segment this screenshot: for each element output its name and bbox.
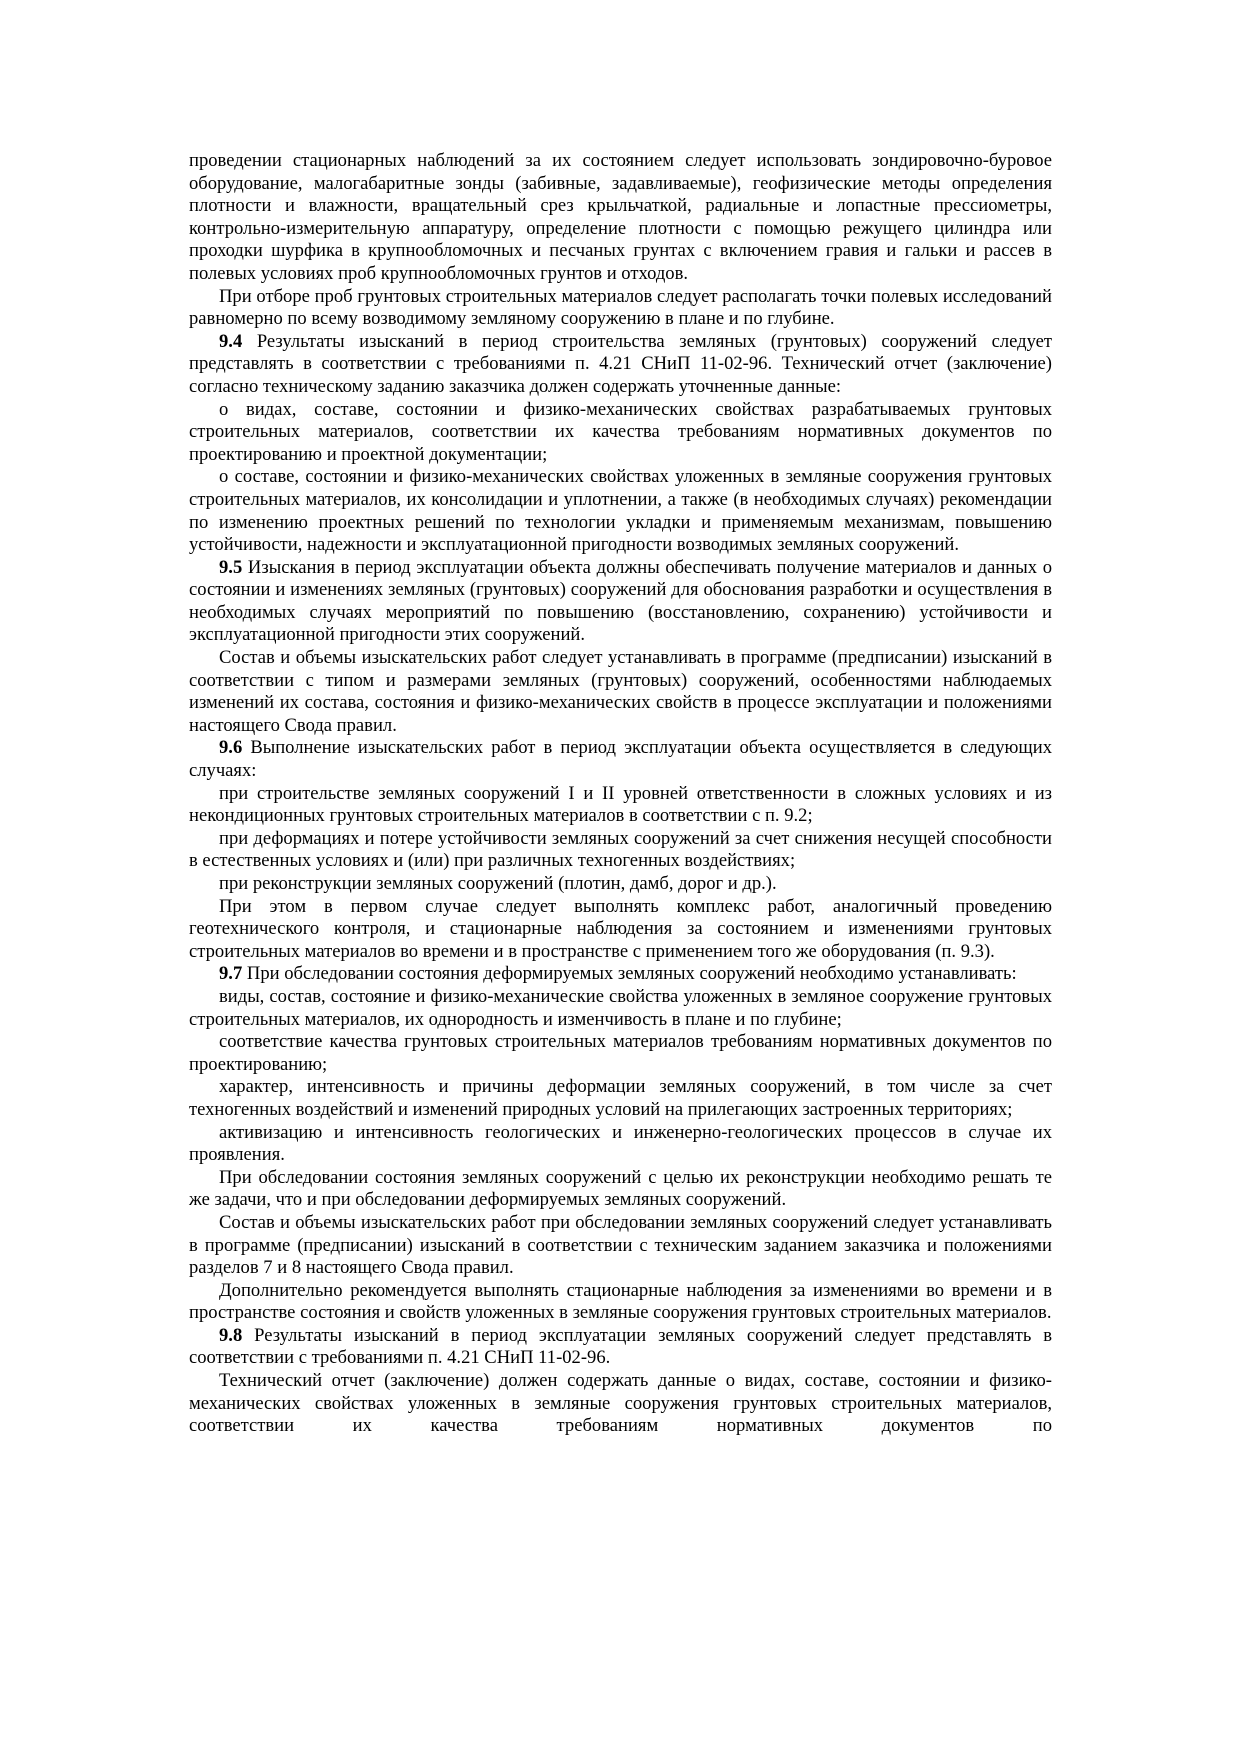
paragraph-20 bbox=[189, 1280, 1052, 1325]
paragraph-7 bbox=[189, 647, 1052, 737]
paragraph-text: соответствие качества грунтовых строительных материалов требованиям нормативных документов по проектированию; bbox=[189, 1031, 1052, 1075]
paragraph-22 bbox=[189, 1370, 1052, 1438]
paragraph-11 bbox=[189, 873, 1052, 896]
section-number: 9.5 bbox=[219, 556, 243, 578]
paragraph-4 bbox=[189, 399, 1052, 467]
paragraph-text: Дополнительно рекомендуется выполнять стационарные наблюдения за изменениями во времени и в пространстве состояния и свойств уложенных в земляные сооружения грунтовых строительных материалов. bbox=[189, 1279, 1052, 1324]
paragraph-5 bbox=[189, 466, 1052, 556]
paragraph-text: Состав и объемы изыскательских работ при обследовании земляных сооружений следует устанавливать в программе (предписании) изысканий в соответствии с техническим заданием заказчика и положениями разделов 7 и 8 настоящего Свода правил. bbox=[189, 1211, 1052, 1279]
paragraph-text: характер, интенсивность и причины деформации земляных сооружений, в том числе за счет техногенных воздействий и изменений природных условий на прилегающих застроенных территориях; bbox=[189, 1076, 1052, 1120]
section-9-6 bbox=[189, 737, 1052, 782]
section-9-4 bbox=[189, 331, 1052, 399]
paragraph-18 bbox=[189, 1167, 1052, 1212]
section-number: 9.8 bbox=[219, 1324, 243, 1346]
paragraph-text: Технический отчет (заключение) должен содержать данные о видах, составе, состоянии и физико-механических свойствах уложенных в земляные сооружения грунтовых строительных материалов, соответствии их качества требованиям нормативных документов по bbox=[189, 1370, 1052, 1437]
paragraph-text: виды, состав, состояние и физико-механические свойства уложенных в земляное сооружение грунтовых строительных материалов, их однородность и изменчивость в плане и по глубине; bbox=[189, 985, 1052, 1030]
paragraph-text: о видах, составе, состоянии и физико-механических свойствах разрабатываемых грунтовых строительных материалов, соответствии их качества требованиям нормативных документов по проектированию и проектной документации; bbox=[189, 398, 1052, 465]
section-9-7 bbox=[189, 963, 1052, 986]
paragraph-text: Изыскания в период эксплуатации объекта должны обеспечивать получение материалов и данных о состоянии и изменениях земляных (грунтовых) сооружений для обоснования разработки и осуществления в необходимых случаях мероприятий по повышению (восстановлению, сохранению) устойчивости и эксплуатационной пригодности этих сооружений. bbox=[189, 556, 1052, 646]
section-9-5 bbox=[189, 557, 1052, 647]
paragraph-17 bbox=[189, 1122, 1052, 1167]
paragraph-text: при реконструкции земляных сооружений (плотин, дамб, дорог и др.). bbox=[219, 873, 777, 894]
paragraph-12 bbox=[189, 896, 1052, 964]
paragraph-15 bbox=[189, 1031, 1052, 1076]
document-page bbox=[189, 150, 1052, 1438]
paragraph-text: При обследовании состояния деформируемых земляных сооружений необходимо устанавливать: bbox=[242, 963, 1017, 985]
paragraph-text: При отборе проб грунтовых строительных материалов следует располагать точки полевых исследований равномерно по всему возводимому земляному сооружению в плане и по глубине. bbox=[189, 285, 1052, 330]
paragraph-text: При обследовании состояния земляных сооружений с целью их реконструкции необходимо решать те же задачи, что и при обследовании деформируемых земляных сооружений. bbox=[189, 1166, 1052, 1211]
paragraph-2 bbox=[189, 286, 1052, 331]
paragraph-text: активизацию и интенсивность геологических и инженерно-геологических процессов в случае их проявления. bbox=[189, 1121, 1052, 1166]
paragraph-14 bbox=[189, 986, 1052, 1031]
paragraph-19 bbox=[189, 1212, 1052, 1280]
paragraph-text: при деформациях и потере устойчивости земляных сооружений за счет снижения несущей способности в естественных условиях и (или) при различных техногенных воздействиях; bbox=[189, 827, 1052, 872]
paragraph-text: о составе, состоянии и физико-механических свойствах уложенных в земляные сооружения грунтовых строительных материалов, их консолидации и уплотнении, а также (в необходимых случаях) рекомендации по изменению проектных решений по технологии укладки и применяемым механизмам, повышению устойчивости, надежности и эксплуатационной пригодности возводимых земляных сооружений. bbox=[189, 466, 1052, 556]
paragraph-text: при строительстве земляных сооружений I и II уровней ответственности в сложных условиях и из некондиционных грунтовых строительных материалов в соответствии с п. 9.2; bbox=[189, 782, 1052, 827]
paragraph-text: Результаты изысканий в период эксплуатации земляных сооружений следует представлять в соответствии с требованиями п. 4.21 СНиП 11-02-96. bbox=[189, 1324, 1052, 1369]
section-number: 9.6 bbox=[219, 737, 243, 759]
paragraph-text: Состав и объемы изыскательских работ следует устанавливать в программе (предписании) изысканий в соответствии с типом и размерами земляных (грунтовых) сооружений, особенностями наблюдаемых изменений их состава, состояния и физико-механических свойств в процессе эксплуатации и положениями настоящего Свода правил. bbox=[189, 647, 1052, 736]
paragraph-text: Результаты изысканий в период строительства земляных (грунтовых) сооружений следует представлять в соответствии с требованиями п. 4.21 СНиП 11-02-96. Технический отчет (заключение) согласно техническому заданию заказчика должен содержать уточненные данные: bbox=[189, 330, 1052, 397]
section-9-8 bbox=[189, 1325, 1052, 1370]
paragraph-text: При этом в первом случае следует выполнять комплекс работ, аналогичный проведению геотехнического контроля, и стационарные наблюдения за состоянием и изменениями грунтовых строительных материалов во времени и в пространстве с применением того же оборудования (п. 9.3). bbox=[189, 895, 1052, 962]
paragraph-9 bbox=[189, 783, 1052, 828]
section-number: 9.4 bbox=[219, 330, 243, 352]
paragraph-10 bbox=[189, 828, 1052, 873]
paragraph-text: Выполнение изыскательских работ в период эксплуатации объекта осуществляется в следующих случаях: bbox=[189, 737, 1052, 782]
paragraph-1 bbox=[189, 150, 1052, 286]
section-number: 9.7 bbox=[219, 963, 243, 985]
paragraph-16 bbox=[189, 1076, 1052, 1121]
paragraph-text: проведении стационарных наблюдений за их состоянием следует использовать зондировочно-буровое оборудование, малогабаритные зонды (забивные, задавливаемые), геофизические методы определения плотности и влажности, вращательный срез крыльчаткой, радиальные и лопастные прессиометры, контрольно-измерительную аппаратуру, определение плотности с помощью режущего цилиндра или проходки шурфика в крупнообломочных и песчаных грунтах с включением гравия и гальки и рассев в полевых условиях проб крупнообломочных грунтов и отходов. bbox=[189, 150, 1052, 284]
